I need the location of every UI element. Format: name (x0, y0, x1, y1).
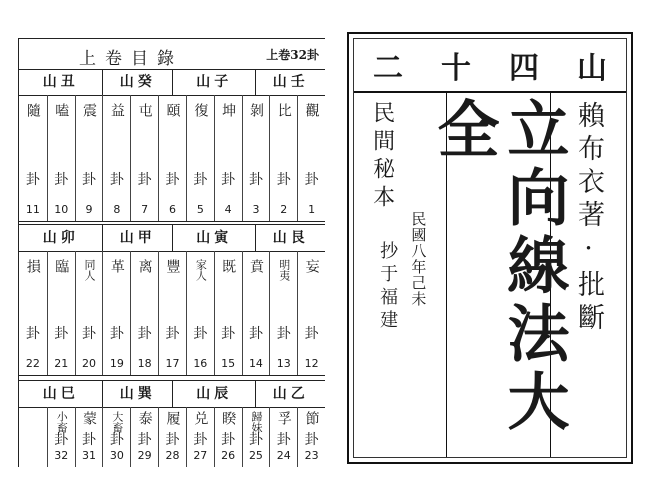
page-number: 8 (113, 203, 121, 216)
gua-label: 卦 (109, 432, 124, 448)
mountain-header: 山巽 (102, 381, 172, 407)
gua-label: 卦 (248, 172, 263, 188)
mountain-header: 山子 (172, 69, 255, 95)
hexagram-name: 小畜 (55, 411, 69, 433)
banner-char: 山 (577, 51, 607, 86)
hexagram-name: 妄 (303, 259, 320, 274)
hexagram-entry (130, 251, 158, 375)
hexagram-name: 坤 (220, 103, 237, 118)
page-number: 10 (54, 203, 69, 216)
gua-label: 卦 (25, 326, 40, 342)
gua-label: 卦 (165, 326, 180, 342)
hexagram-name: 歸妹 (249, 411, 263, 433)
hexagram-entry (47, 407, 75, 467)
hexagram-entry (19, 251, 47, 375)
hexagram-entry (269, 251, 297, 375)
hexagram-name: 觀 (303, 103, 320, 118)
hexagram-name: 蒙 (81, 411, 98, 426)
hexagram-name: 履 (164, 411, 181, 426)
page-number: 19 (109, 357, 124, 370)
gua-label: 卦 (82, 326, 97, 342)
hexagram-name: 臨 (53, 259, 70, 274)
hexagram-entry (297, 95, 325, 221)
hexagram-entry (158, 95, 186, 221)
gua-label: 卦 (248, 432, 263, 448)
cover-title-column (427, 91, 570, 457)
gua-label: 卦 (109, 326, 124, 342)
hexagram-entry (47, 95, 75, 221)
hexagram-entry (19, 407, 47, 467)
page-number: 16 (193, 357, 208, 370)
gua-label: 卦 (193, 432, 208, 448)
gua-label: 卦 (82, 172, 97, 188)
hexagram-entry (186, 95, 214, 221)
hexagram-name: 革 (108, 259, 125, 274)
hexagram-name: 既 (220, 259, 237, 274)
page-number: 3 (252, 203, 260, 216)
page-number: 11 (25, 203, 40, 216)
hexagram-entry (214, 407, 242, 467)
gua-label: 卦 (54, 172, 69, 188)
date-label: 民國八年己未 (409, 211, 428, 307)
gua-label: 卦 (54, 432, 69, 448)
page-number: 31 (82, 449, 97, 462)
hexagram-name: 同人 (83, 259, 97, 281)
page-number: 25 (248, 449, 263, 462)
hexagram-name: 豐 (164, 259, 181, 274)
gua-label: 卦 (25, 172, 40, 188)
gua-label: 卦 (276, 326, 291, 342)
band-divider (19, 375, 325, 376)
hexagram-name: 屯 (136, 103, 153, 118)
hexagram-name: 剝 (247, 103, 264, 118)
hexagram-name: 損 (24, 259, 41, 274)
hexagram-name: 睽 (220, 411, 237, 426)
hexagram-entry (158, 407, 186, 467)
toc-title: 上卷目錄 (79, 49, 183, 69)
mountain-header: 山卯 (42, 230, 79, 246)
hexagram-entry (297, 251, 325, 375)
hexagram-entry (214, 95, 242, 221)
mountain-header: 山寅 (172, 225, 255, 251)
cover-top-banner (354, 39, 626, 93)
gua-label: 卦 (193, 326, 208, 342)
hexagram-entry (75, 251, 103, 375)
mountain-header: 山丑 (42, 74, 79, 90)
page-number: 1 (308, 203, 316, 216)
page-number: 23 (304, 449, 319, 462)
hexagram-entry (102, 407, 130, 467)
mountain-header: 山甲 (102, 225, 172, 251)
page-number: 4 (224, 203, 232, 216)
mountain-header-row (19, 381, 325, 408)
hexagram-entry (158, 251, 186, 375)
gua-label: 卦 (221, 326, 236, 342)
hexagram-entry (242, 407, 270, 467)
page-number: 18 (137, 357, 152, 370)
hexagram-entry (47, 251, 75, 375)
hexagram-name: 復 (192, 103, 209, 118)
page-number: 20 (82, 357, 97, 370)
hexagram-entry (214, 251, 242, 375)
hexagram-name: 頤 (164, 103, 181, 118)
page-number: 2 (280, 203, 288, 216)
page-number: 32 (54, 449, 69, 462)
gua-label: 卦 (82, 432, 97, 448)
page-number: 12 (304, 357, 319, 370)
gua-label: 卦 (304, 326, 319, 342)
edition-label: 民間秘本 (369, 101, 395, 213)
hexagram-entry (102, 251, 130, 375)
hexagram-name: 賁 (247, 259, 264, 274)
mountain-header: 山辰 (172, 381, 255, 407)
gua-label: 卦 (137, 326, 152, 342)
page-number: 5 (196, 203, 204, 216)
page-number: 29 (137, 449, 152, 462)
mountain-header-row (19, 225, 325, 252)
hexagram-entry (186, 251, 214, 375)
gua-label: 卦 (137, 432, 152, 448)
band-divider (19, 221, 325, 222)
hexagram-name: 嗑 (53, 103, 70, 118)
cover-inner-frame (353, 38, 627, 458)
gua-label: 卦 (165, 172, 180, 188)
page-number: 27 (193, 449, 208, 462)
hexagram-name: 离 (136, 259, 153, 274)
gua-label: 卦 (304, 172, 319, 188)
page-number: 14 (248, 357, 263, 370)
page-number: 24 (276, 449, 291, 462)
gua-label: 卦 (193, 172, 208, 188)
toc-count: 上卷32卦 (266, 48, 319, 62)
hexagram-name: 節 (303, 411, 320, 426)
gua-label: 卦 (248, 326, 263, 342)
page-number: 9 (85, 203, 93, 216)
gua-label: 卦 (304, 432, 319, 448)
page-number: 13 (276, 357, 291, 370)
page-number: 21 (54, 357, 69, 370)
hexagram-entry (186, 407, 214, 467)
cover-page (347, 32, 633, 464)
gua-label: 卦 (109, 172, 124, 188)
hexagram-entry (19, 95, 47, 221)
gua-label: 卦 (221, 172, 236, 188)
hexagram-entry (269, 407, 297, 467)
toc-band (19, 381, 325, 467)
hexagram-name: 兑 (192, 411, 209, 426)
page-number: 7 (141, 203, 149, 216)
hexagram-name: 明夷 (277, 259, 291, 281)
hexagram-name: 家人 (194, 259, 208, 281)
toc-band (19, 69, 325, 221)
mountain-header: 山巳 (42, 386, 79, 402)
hexagram-name: 益 (108, 103, 125, 118)
hexagram-entry (102, 95, 130, 221)
author-label: 賴布衣著·批斷 (573, 101, 604, 336)
page-number: 6 (168, 203, 176, 216)
page-number: 22 (25, 357, 40, 370)
mountain-header: 山艮 (255, 225, 325, 251)
copier-label: 抄于福建 (377, 241, 399, 333)
hexagram-name: 孚 (275, 411, 292, 426)
hexagram-name: 泰 (136, 411, 153, 426)
mountain-header: 山乙 (255, 381, 325, 407)
hexagram-entry (269, 95, 297, 221)
banner-char: 二 (373, 51, 403, 86)
page-number: 15 (221, 357, 236, 370)
hexagram-name: 震 (81, 103, 98, 118)
hexagram-entry (297, 407, 325, 467)
gua-label: 卦 (54, 326, 69, 342)
gua-label: 卦 (221, 432, 236, 448)
gua-label: 卦 (137, 172, 152, 188)
hexagram-entry (242, 95, 270, 221)
hexagram-entry (242, 251, 270, 375)
book-title: 立向線法大全 (427, 97, 570, 437)
page-number: 17 (165, 357, 180, 370)
cover-right-column (550, 91, 626, 457)
hexagram-entry (75, 407, 103, 467)
mountain-header: 山癸 (102, 69, 172, 95)
hexagram-name: 隨 (24, 103, 41, 118)
hexagram-entry (75, 95, 103, 221)
mountain-header-row (19, 69, 325, 96)
hexagram-name: 比 (275, 103, 292, 118)
banner-char: 四 (509, 51, 539, 86)
hexagram-entry (130, 407, 158, 467)
banner-char: 十 (441, 51, 471, 86)
toc-header (19, 39, 325, 70)
hexagram-entry (130, 95, 158, 221)
page-number: 26 (221, 449, 236, 462)
gua-label: 卦 (276, 172, 291, 188)
mountain-header: 山壬 (255, 69, 325, 95)
page-number: 28 (165, 449, 180, 462)
gua-label: 卦 (276, 432, 291, 448)
hexagram-name: 大畜 (110, 411, 124, 433)
table-of-contents (18, 38, 325, 467)
gua-label: 卦 (165, 432, 180, 448)
toc-band (19, 225, 325, 375)
page-number: 30 (109, 449, 124, 462)
